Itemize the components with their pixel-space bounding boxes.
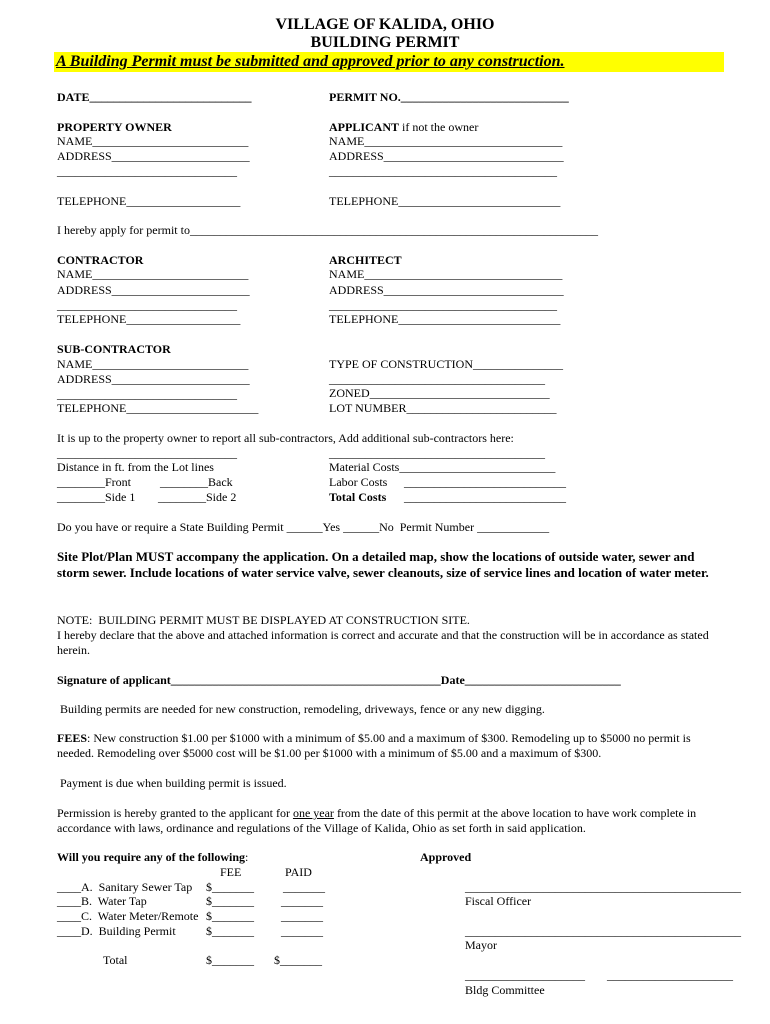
fiscal-officer-signature-line[interactable]: ______________________________________________ xyxy=(465,880,741,894)
date-field[interactable]: DATE___________________________ xyxy=(57,90,252,104)
labor-costs-field[interactable]: ___________________________ xyxy=(404,475,566,489)
requirement-item-c[interactable]: ____C. Water Meter/Remote xyxy=(57,909,199,923)
total-fee-field[interactable]: $_______ xyxy=(206,953,254,967)
total-costs-label: Total Costs xyxy=(329,490,387,504)
side1-distance-field[interactable]: ________Side 1 xyxy=(57,490,136,504)
architect-address-line2[interactable]: ______________________________________ xyxy=(329,298,557,312)
distance-label: Distance in ft. from the Lot lines xyxy=(57,460,214,474)
lot-number-field[interactable]: LOT NUMBER_________________________ xyxy=(329,401,557,415)
contractor-address-line2[interactable]: ______________________________ xyxy=(57,298,237,312)
contractor-address-field[interactable]: ADDRESS_______________________ xyxy=(57,283,250,297)
additional-subcontractor-field-right[interactable]: ____________________________________ xyxy=(329,446,545,460)
architect-telephone-field[interactable]: TELEPHONE___________________________ xyxy=(329,312,561,326)
applicant-address-field[interactable]: ADDRESS______________________________ xyxy=(329,149,564,163)
fees-text: FEES: New construction $1.00 per $1000 with a minimum of $5.00 and a maximum of $300. Remodeling up to $5000 no permit is needed. Remodeling over $5000 cost will be $1.00 per $1000 with a minimum of $5.00 and a maximum of $300. xyxy=(57,731,691,760)
subcontractor-address-line2[interactable]: ______________________________ xyxy=(57,387,237,401)
mayor-label: Mayor xyxy=(465,938,497,952)
labor-costs-label: Labor Costs xyxy=(329,475,388,489)
side2-distance-field[interactable]: ________Side 2 xyxy=(158,490,237,504)
architect-address-field[interactable]: ADDRESS______________________________ xyxy=(329,283,564,297)
architect-name-field[interactable]: NAME_________________________________ xyxy=(329,267,563,281)
village-title: VILLAGE OF KALIDA, OHIO xyxy=(275,16,495,33)
zoned-field[interactable]: ZONED______________________________ xyxy=(329,386,550,400)
warning-banner xyxy=(54,52,724,72)
material-costs-field[interactable]: Material Costs__________________________ xyxy=(329,460,556,474)
back-distance-field[interactable]: ________Back xyxy=(160,475,233,489)
requirement-fee-a[interactable]: $_______ xyxy=(206,880,254,894)
subcontractor-telephone-field[interactable]: TELEPHONE______________________ xyxy=(57,401,259,415)
requirement-item-d[interactable]: ____D. Building Permit xyxy=(57,924,176,938)
total-costs-field[interactable]: ___________________________ xyxy=(404,490,566,504)
contractor-telephone-field[interactable]: TELEPHONE___________________ xyxy=(57,312,241,326)
committee-signature-line-1[interactable]: ____________________ xyxy=(465,968,585,982)
front-distance-field[interactable]: ________Front xyxy=(57,475,132,489)
display-notice: NOTE: BUILDING PERMIT MUST BE DISPLAYED AT CONSTRUCTION SITE. xyxy=(57,613,470,627)
owner-name-field[interactable]: NAME__________________________ xyxy=(57,134,249,148)
mayor-signature-line[interactable]: ______________________________________________ xyxy=(465,924,741,938)
subcontractor-address-field[interactable]: ADDRESS_______________________ xyxy=(57,372,250,386)
subcontractor-heading: SUB-CONTRACTOR xyxy=(57,342,171,356)
state-permit-question[interactable]: Do you have or require a State Building Permit ______Yes ______No Permit Number ____________ xyxy=(57,520,550,534)
committee-signature-line-2[interactable]: _____________________ xyxy=(607,968,733,982)
approved-heading: Approved xyxy=(420,850,472,864)
requirement-fee-b[interactable]: $_______ xyxy=(206,894,254,908)
subcontractor-name-field[interactable]: NAME__________________________ xyxy=(57,357,249,371)
applicant-telephone-field[interactable]: TELEPHONE___________________________ xyxy=(329,194,561,208)
contractor-heading: CONTRACTOR xyxy=(57,253,144,267)
applicant-name-field[interactable]: NAME_________________________________ xyxy=(329,134,563,148)
total-paid-field[interactable]: $_______ xyxy=(274,953,322,967)
owner-heading: PROPERTY OWNER xyxy=(57,120,172,134)
requirement-paid-d[interactable]: _______ xyxy=(281,924,323,938)
requirements-heading: Will you require any of the following: xyxy=(57,850,249,864)
total-label: Total xyxy=(103,953,128,967)
subcontractor-note: It is up to the property owner to report all sub-contractors, Add additional sub-contractors here: xyxy=(57,431,514,445)
fiscal-officer-label: Fiscal Officer xyxy=(465,894,532,908)
requirement-fee-d[interactable]: $_______ xyxy=(206,924,254,938)
bldg-committee-label: Bldg Committee xyxy=(465,983,545,997)
requirement-paid-c[interactable]: _______ xyxy=(281,909,323,923)
signature-field[interactable]: _____________________________________________ xyxy=(170,673,441,687)
fee-column-header: FEE xyxy=(220,865,242,879)
owner-address-field[interactable]: ADDRESS_______________________ xyxy=(57,149,250,163)
requirement-item-a[interactable]: ____A. Sanitary Sewer Tap xyxy=(57,880,193,894)
site-plan-instructions: Site Plot/Plan MUST accompany the application. On a detailed map, show the locations of outside water, sewer and storm sewer. Include locations of water service valve, sewer cleanouts, size of service lines and location of water meter. xyxy=(57,549,709,580)
requirement-paid-a[interactable]: _______ xyxy=(283,880,325,894)
construction-type-field[interactable]: TYPE OF CONSTRUCTION_______________ xyxy=(329,357,564,371)
requirement-item-b[interactable]: ____B. Water Tap xyxy=(57,894,147,908)
contractor-name-field[interactable]: NAME__________________________ xyxy=(57,267,249,281)
payment-text: Payment is due when building permit is issued. xyxy=(57,776,287,790)
owner-telephone-field[interactable]: TELEPHONE___________________ xyxy=(57,194,241,208)
permit-title: BUILDING PERMIT xyxy=(310,34,460,51)
requirement-paid-b[interactable]: _______ xyxy=(281,894,323,908)
permit-purpose-field[interactable]: I hereby apply for permit to____________________________________________________________________ xyxy=(57,223,598,237)
warning-banner-text: A Building Permit must be submitted and approved prior to any construction. xyxy=(56,53,565,70)
architect-heading: ARCHITECT xyxy=(329,253,402,267)
permits-needed-text: Building permits are needed for new construction, remodeling, driveways, fence or any new digging. xyxy=(57,702,545,716)
owner-address-line2[interactable]: ______________________________ xyxy=(57,164,237,178)
applicant-address-line2[interactable]: ______________________________________ xyxy=(329,164,557,178)
additional-subcontractor-field[interactable]: ______________________________ xyxy=(57,446,237,460)
permit-number-field[interactable]: PERMIT NO.____________________________ xyxy=(329,90,569,104)
permission-text: Permission is hereby granted to the applicant for one year from the date of this permit at the above location to have work complete in accordance with laws, ordinance and regulations of the Village of Kalida, Ohio as set forth in said application. xyxy=(57,806,697,835)
declaration-text: I hereby declare that the above and attached information is correct and accurate and that the construction will be in accordance as stated herein. xyxy=(57,628,709,657)
requirement-fee-c[interactable]: $_______ xyxy=(206,909,254,923)
paid-column-header: PAID xyxy=(285,865,312,879)
signature-date-field[interactable]: __________________________ xyxy=(464,673,621,687)
signature-label: Signature of applicant_____________________________________________Date__________________________ xyxy=(57,673,621,687)
construction-type-line2[interactable]: ____________________________________ xyxy=(329,372,545,386)
applicant-heading: APPLICANT if not the owner xyxy=(329,120,479,134)
